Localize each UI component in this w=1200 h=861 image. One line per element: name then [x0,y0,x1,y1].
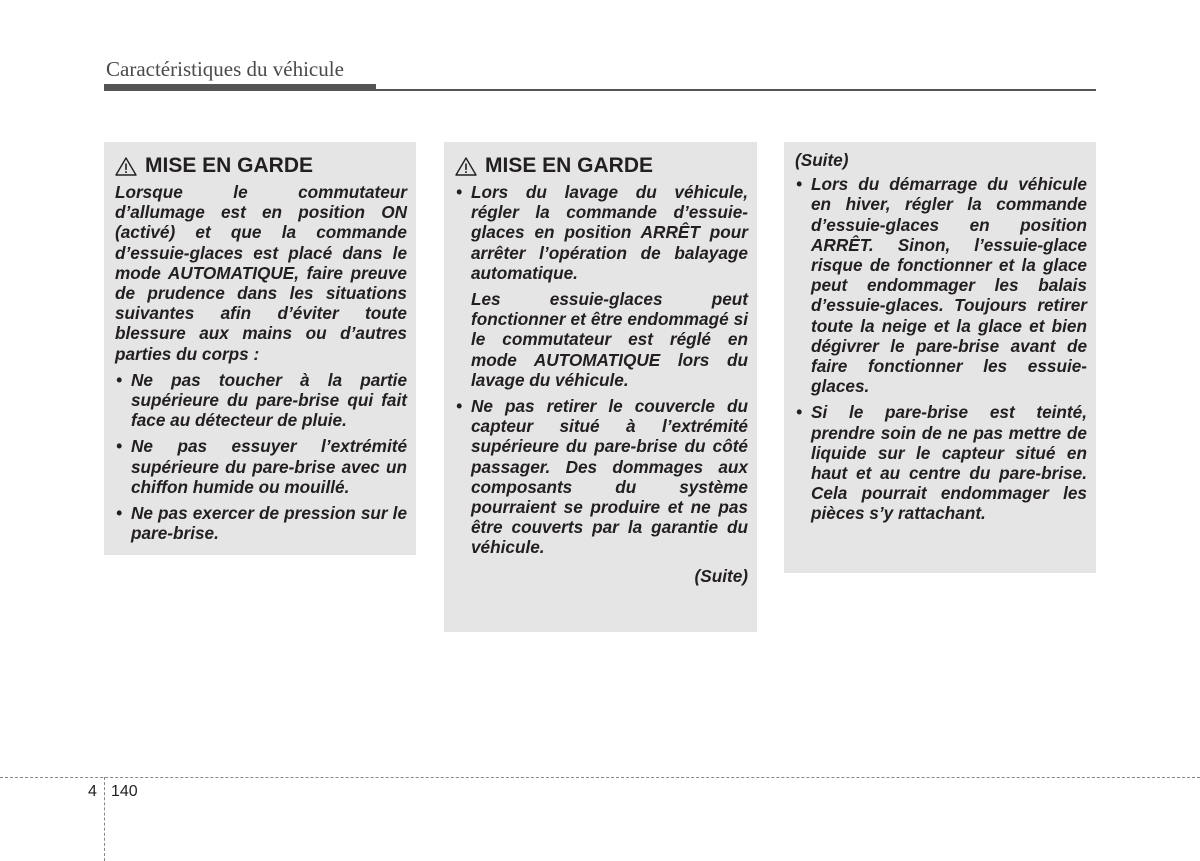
warning-intro: Lorsque le commutateur d’allumage est en position ON (activé) et que la commande d’essuie-glaces est placé dans le mode AUTOMATIQUE, faire preuve de prudence dans les situations suivantes afin d’éviter toute blessure aux mains ou d’autres parties du corps : [115,182,407,364]
continued-label: (Suite) [694,565,748,586]
continued-label: (Suite) [795,150,849,170]
page-number: 140 [111,783,138,800]
chapter-number: 4 [88,783,97,800]
list-item: • Ne pas exercer de pression sur le pare-brise. [116,503,407,544]
warning-title [455,154,748,178]
list-item: • Lors du démarrage du véhicule en hiver, régler la commande d’essuie-glaces en position ARRÊT. Sinon, l’essuie-glace risque de fonctionner et la glace peut endommager les balais d’essuie-glaces. Toujours retirer toute la neige et la glace et bien dégivrer le pare-brise avant de faire fonctionner les essuie-glaces. [796,174,1087,397]
header-rule-accent [104,84,376,91]
list-item: • Lors du lavage du véhicule, régler la commande d’essuie-glaces en position ARRÊT pour arrêter l’opération de balayage automatique. [456,182,748,283]
warning-triangle-icon [455,157,477,176]
list-item: • Ne pas essuyer l’extrémité supérieure du pare-brise avec un chiffon humide ou mouillé. [116,436,407,497]
warning-box-1 [104,142,416,555]
warning-triangle-icon [115,157,137,176]
list-item-continuation: Les essuie-glaces peut fonctionner et être endommagé si le commutateur est réglé en mode AUTOMATIQUE lors du lavage du véhicule. [471,289,748,390]
warning-title [115,154,407,178]
warning-title-text: MISE EN GARDE [485,154,654,177]
warning-box-2 [444,142,757,632]
list-item: • Ne pas retirer le couvercle du capteur situé à l’extrémité supérieure du pare-brise du côté passager. Des dommages aux composants du système pourraient se produire et ne pas être couverts par la garantie du véhicule. [456,396,748,558]
footer-divider [0,777,1200,778]
warning-title-text: MISE EN GARDE [145,154,314,177]
page-header-title: Caractéristiques du véhicule [106,57,344,81]
warning-box-3 [784,142,1096,573]
list-item: • Si le pare-brise est teinté, prendre soin de ne pas mettre de liquide sur le capteur situé en haut et au centre du pare-brise. Cela pourrait endommager les pièces s’y rattachant. [796,402,1087,524]
list-item: • Ne pas toucher à la partie supérieure du pare-brise qui fait face au détecteur de pluie. [116,369,407,431]
footer-vertical-divider [104,777,105,861]
